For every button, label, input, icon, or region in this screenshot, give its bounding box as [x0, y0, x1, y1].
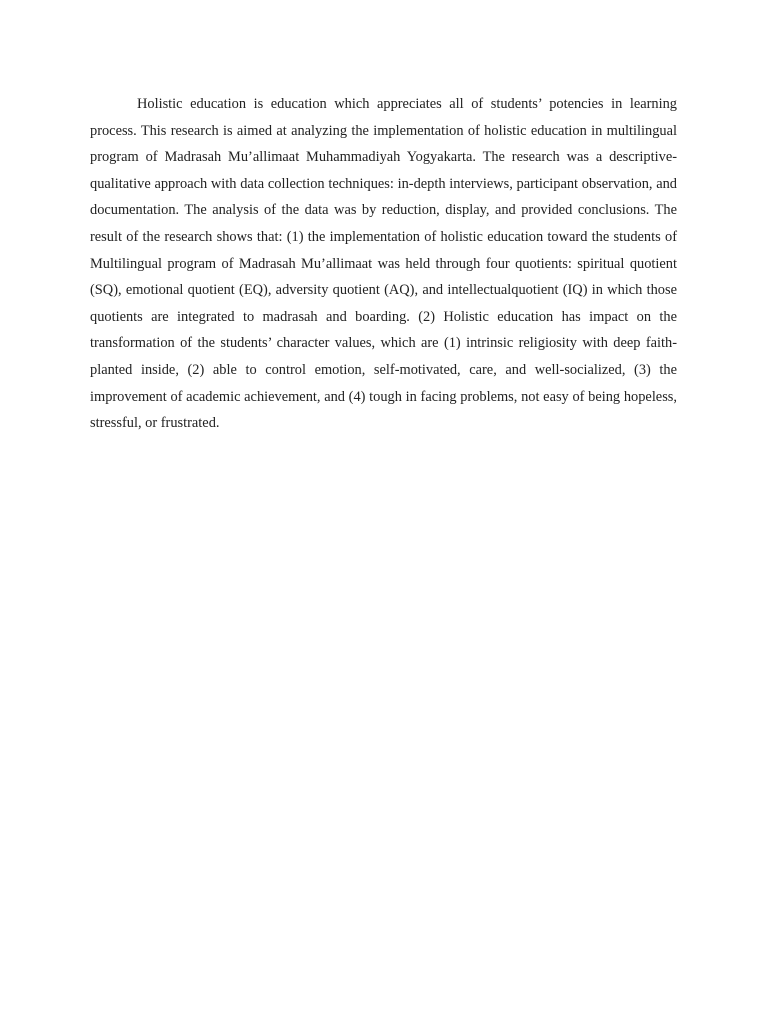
abstract-paragraph: Holistic education is education which appreciates all of students’ potencies in learning process. This research is aimed at analyzing the implementation of holistic education in multilingual program of Madrasah Mu’allimaat Muhammadiyah Yogyakarta. The research was a descriptive-qualitative approach with data collection techniques: in-depth interviews, participant observation, and documentation. The analysis of the data was by reduction, display, and provided conclusions. The result of the research shows that: (1) the implementation of holistic education toward the students of Multilingual program of Madrasah Mu’allimaat was held through four quotients: spiritual quotient (SQ), emotional quotient (EQ), adversity quotient (AQ), and intellectualquotient (IQ) in which those quotients are integrated to madrasah and boarding. (2) Holistic education has impact on the transformation of the students’ character values, which are (1) intrinsic religiosity with deep faith-planted inside, (2) able to control emotion, self-motivated, care, and well-socialized, (3) the improvement of academic achievement, and (4) tough in facing problems, not easy of being hopeless, stressful, or frustrated. [90, 96, 677, 432]
